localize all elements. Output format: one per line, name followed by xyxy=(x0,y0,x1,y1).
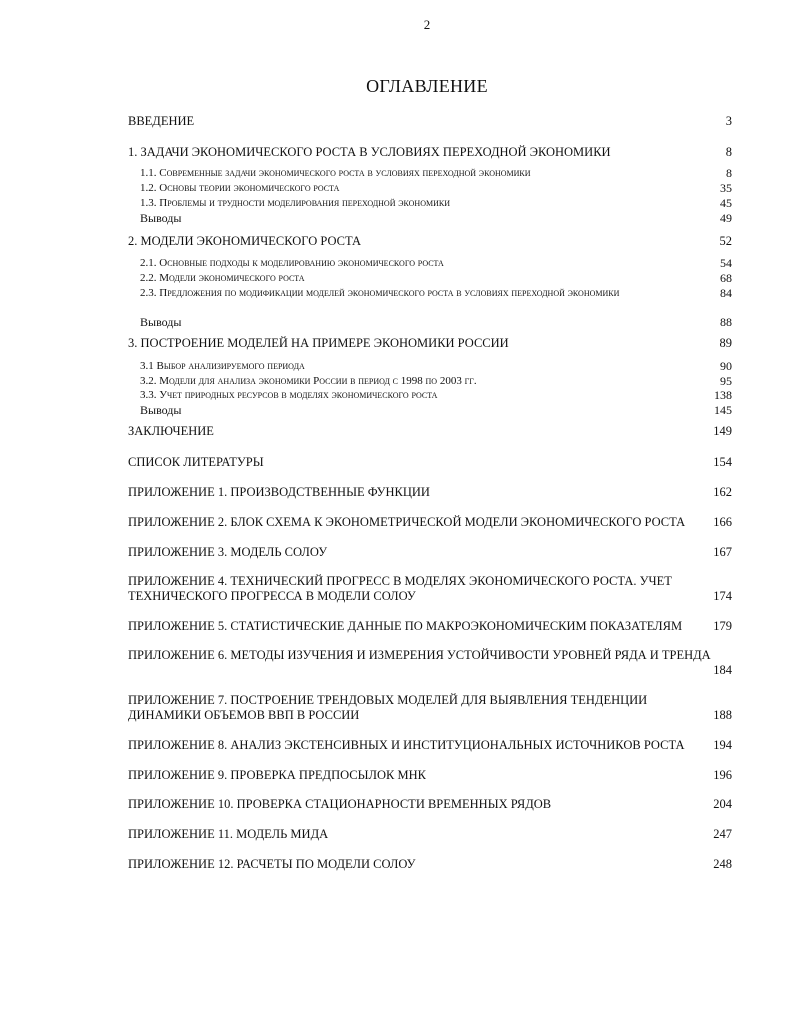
toc-entry-label: 2. МОДЕЛИ ЭКОНОМИЧЕСКОГО РОСТА xyxy=(128,234,362,248)
toc-entry-label: Выводы xyxy=(140,315,182,329)
toc-appendix-12[interactable] xyxy=(128,857,732,872)
toc-appendix-5[interactable] xyxy=(128,619,732,634)
toc-entry-label: 3.3. Учет природных ресурсов в моделях экономического роста xyxy=(140,389,438,401)
toc-entry-page: 154 xyxy=(713,455,732,469)
toc-entry-label: ПРИЛОЖЕНИЕ 7. ПОСТРОЕНИЕ ТРЕНДОВЫХ МОДЕЛЕЙ ДЛЯ ВЫЯВЛЕНИЯ ТЕНДЕНЦИИ ДИНАМИКИ ОБЪЕМОВ ВВП В РОССИИ xyxy=(128,693,648,722)
toc-section-3-conclusions[interactable] xyxy=(140,403,732,418)
page-title: ОГЛАВЛЕНИЕ xyxy=(366,76,488,96)
toc-entry-label: Выводы xyxy=(140,403,182,417)
toc-entry-references[interactable] xyxy=(128,455,732,470)
toc-section-1-2[interactable] xyxy=(140,181,732,196)
toc-section-1-conclusions[interactable] xyxy=(140,211,732,226)
toc-entry-page: 35 xyxy=(720,181,732,195)
toc-chapter-2[interactable] xyxy=(128,234,732,249)
toc-entry-label: 1.3. Проблемы и трудности моделирования переходной экономики xyxy=(140,197,450,209)
toc-entry-label: 3.2. Модели для анализа экономики России в период с 1998 по 2003 гг. xyxy=(140,375,477,387)
toc-entry-page: 84 xyxy=(720,286,732,300)
toc-entry-label: ПРИЛОЖЕНИЕ 5. СТАТИСТИЧЕСКИЕ ДАННЫЕ ПО МАКРОЭКОНОМИЧЕСКИМ ПОКАЗАТЕЛЯМ xyxy=(128,619,683,633)
toc-entry-page: 138 xyxy=(714,388,732,402)
toc-appendix-8[interactable] xyxy=(128,738,732,753)
toc-entry-page: 248 xyxy=(713,857,732,871)
toc-appendix-3[interactable] xyxy=(128,545,732,560)
toc-section-1-3[interactable] xyxy=(140,196,732,211)
toc-entry-label: ПРИЛОЖЕНИЕ 12. РАСЧЕТЫ ПО МОДЕЛИ СОЛОУ xyxy=(128,857,416,871)
toc-entry-label: Выводы xyxy=(140,211,182,225)
toc-entry-page: 52 xyxy=(719,234,732,248)
toc-section-3-2[interactable] xyxy=(140,374,732,389)
toc-entry-label: 2.3. Предложения по модификации моделей экономического роста в условиях переходной экономики xyxy=(140,287,620,299)
toc-appendix-9[interactable] xyxy=(128,768,732,783)
toc-entry-label: ПРИЛОЖЕНИЕ 2. БЛОК СХЕМА К ЭКОНОМЕТРИЧЕСКОЙ МОДЕЛИ ЭКОНОМИЧЕСКОГО РОСТА xyxy=(128,515,686,529)
toc-entry-label: ЗАКЛЮЧЕНИЕ xyxy=(128,424,214,438)
toc-appendix-11[interactable] xyxy=(128,827,732,842)
toc-entry-label: 1.2. Основы теории экономического роста xyxy=(140,182,340,194)
toc-section-3-1[interactable] xyxy=(140,359,732,374)
toc-chapter-1[interactable] xyxy=(128,145,732,160)
toc-appendix-6[interactable] xyxy=(128,648,732,678)
toc-entry-page: 95 xyxy=(720,374,732,388)
toc-entry-page: 8 xyxy=(726,166,732,180)
toc-entry-label: ПРИЛОЖЕНИЕ 3. МОДЕЛЬ СОЛОУ xyxy=(128,545,328,559)
toc-entry-page: 196 xyxy=(713,768,732,782)
toc-entry-label: ПРИЛОЖЕНИЕ 6. МЕТОДЫ ИЗУЧЕНИЯ И ИЗМЕРЕНИЯ УСТОЙЧИВОСТИ УРОВНЕЙ РЯДА И ТРЕНДА xyxy=(128,648,711,662)
toc-entry-label: 2.1. Основные подходы к моделированию экономического роста xyxy=(140,257,444,269)
toc-chapter-3[interactable] xyxy=(128,336,732,351)
toc-entry-page: 167 xyxy=(713,545,732,559)
toc-appendix-2[interactable] xyxy=(128,515,732,530)
toc-entry-label: ПРИЛОЖЕНИЕ 11. МОДЕЛЬ МИДА xyxy=(128,827,329,841)
toc-entry-page: 89 xyxy=(719,336,732,350)
toc-entry-label: ВВЕДЕНИЕ xyxy=(128,114,195,128)
toc-section-2-3[interactable] xyxy=(140,286,732,301)
toc-entry-page: 194 xyxy=(713,738,732,752)
toc-entry-label: СПИСОК ЛИТЕРАТУРЫ xyxy=(128,455,264,469)
toc-entry-page: 247 xyxy=(713,827,732,841)
toc-entry-label: ПРИЛОЖЕНИЕ 1. ПРОИЗВОДСТВЕННЫЕ ФУНКЦИИ xyxy=(128,485,430,499)
page-number: 2 xyxy=(423,17,431,32)
toc-section-3-3[interactable] xyxy=(140,388,732,403)
toc-entry-page: 162 xyxy=(713,485,732,499)
toc-entry-label: 3. ПОСТРОЕНИЕ МОДЕЛЕЙ НА ПРИМЕРЕ ЭКОНОМИКИ РОССИИ xyxy=(128,336,509,350)
toc-entry-page: 8 xyxy=(725,145,732,159)
toc-entry-label: ПРИЛОЖЕНИЕ 9. ПРОВЕРКА ПРЕДПОСЫЛОК МНК xyxy=(128,768,426,782)
toc-entry-page: 45 xyxy=(720,196,732,210)
toc-entry-page: 90 xyxy=(720,359,732,373)
toc-entry-label: 2.2. Модели экономического роста xyxy=(140,272,305,284)
toc-entry-label: 1.1. Современные задачи экономического роста в условиях переходной экономики xyxy=(140,167,531,179)
toc-entry-page: 184 xyxy=(713,663,732,677)
toc-entry-page: 54 xyxy=(720,256,732,270)
toc-entry-label: ПРИЛОЖЕНИЕ 8. АНАЛИЗ ЭКСТЕНСИВНЫХ И ИНСТИТУЦИОНАЛЬНЫХ ИСТОЧНИКОВ РОСТА xyxy=(128,738,685,752)
toc-entry-page: 88 xyxy=(720,315,732,329)
toc-appendix-10[interactable] xyxy=(128,797,732,812)
toc-appendix-1[interactable] xyxy=(128,485,732,500)
toc-section-2-conclusions[interactable] xyxy=(140,315,732,330)
toc-entry-page: 3 xyxy=(725,114,732,128)
toc-entry-intro[interactable] xyxy=(128,114,732,129)
toc-entry-page: 188 xyxy=(713,708,732,722)
toc-appendix-7[interactable] xyxy=(128,693,732,723)
toc-entry-label: ПРИЛОЖЕНИЕ 10. ПРОВЕРКА СТАЦИОНАРНОСТИ ВРЕМЕННЫХ РЯДОВ xyxy=(128,797,552,811)
toc-appendix-4[interactable] xyxy=(128,574,732,604)
toc-entry-label: 1. ЗАДАЧИ ЭКОНОМИЧЕСКОГО РОСТА В УСЛОВИЯХ ПЕРЕХОДНОЙ ЭКОНОМИКИ xyxy=(128,145,611,159)
toc-entry-label: 3.1 Выбор анализируемого периода xyxy=(140,360,305,372)
toc-section-2-2[interactable] xyxy=(140,271,732,286)
toc-section-2-1[interactable] xyxy=(140,256,732,271)
toc-entry-conclusion[interactable] xyxy=(128,424,732,439)
toc-entry-page: 145 xyxy=(714,403,732,417)
toc-entry-label: ПРИЛОЖЕНИЕ 4. ТЕХНИЧЕСКИЙ ПРОГРЕСС В МОДЕЛЯХ ЭКОНОМИЧЕСКОГО РОСТА. УЧЕТ ТЕХНИЧЕСКОГО ПРОГРЕССА В МОДЕЛИ СОЛОУ xyxy=(128,574,672,603)
toc-entry-page: 49 xyxy=(720,211,732,225)
toc-entry-page: 166 xyxy=(713,515,732,529)
toc-entry-page: 174 xyxy=(713,589,732,603)
toc-entry-page: 204 xyxy=(713,797,732,811)
toc-section-1-1[interactable] xyxy=(140,166,732,181)
toc-entry-page: 179 xyxy=(713,619,732,633)
toc-entry-page: 149 xyxy=(713,424,732,438)
toc-entry-page: 68 xyxy=(720,271,732,285)
